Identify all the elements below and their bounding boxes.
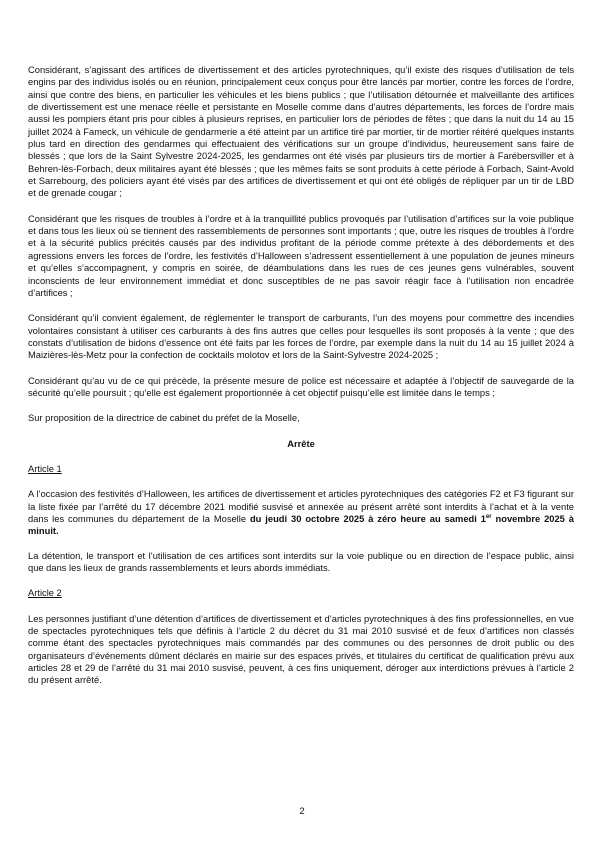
article-1-dates-start: du jeudi 30 octobre 2025 à zéro heure au samedi 1 — [249, 513, 486, 524]
article-1-text: A l’occasion des festivités d’Halloween, les artifices de divertissement et articles pyrotechniques des catégories F2 et F3 figurant sur la liste fixée par l’arrêté du 17 décembre 2021 modifié susvisé et annexée au présent arrêté sont interdits à l’achat et à la vente dans les communes du département de la Moselle — [28, 489, 574, 524]
document-body — [28, 64, 574, 700]
article-1-dates-end: novembre 2025 à minuit. — [28, 513, 574, 537]
page-number: 2 — [299, 806, 305, 817]
paragraph-considerant-carburants: Considérant qu’il convient également, de réglementer le transport de carburants, l’un des moyens pour commettre des incendies volontaires consistant à utiliser ces carburants à des fins autres que celles pour lesquelles ils sont proposés à la vente ; que des constats d’utilisation de bidons d’essence ont été faits par les forces de l’ordre, par exemple dans la nuit du 14 au 15 juillet 2024 à Maizières-lès-Metz pour la confection de cocktails molotov et lors de la Saint-Sylvestre 2024-2025 ; — [28, 313, 574, 361]
paragraph-considerant-troubles: Considérant que les risques de troubles à l’ordre et à la tranquillité publics provoqués par l’utilisation d’artifices sur la voie publique et dans tous les lieux où se tiennent des rassemblements de personnes sont importants ; que, outre les risques de troubles à l’ordre et à la sécurité publics précités causés par des individus profitant de la période comme prétexte à des débordements et des agressions envers les forces de l’ordre, les festivités d’Halloween s’adressent essentiellement à une population de jeunes mineurs et qu’elles s’accompagnent, y compris en soirée, de déambulations dans les rues de ces jeunes gens vulnérables, souvent inconscients de leur environnement immédiat et donc susceptibles de ne pas savoir réagir face à l’utilisation non encadrée d’artifices ; — [28, 213, 574, 298]
article-1-paragraph-2: La détention, le transport et l’utilisation de ces artifices sont interdits sur la voie publique ou en direction de l’espace public, ainsi que dans les lieux de grands rassemblements et leurs abords immédiats. — [28, 550, 574, 573]
article-2-title: Article 2 — [28, 588, 62, 599]
article-2-paragraph: Les personnes justifiant d’une détention d’artifices de divertissement et d’articles pyrotechniques à des fins professionnelles, en vue de spectacles pyrotechniques tels que définis à l’article 2 du décret du 31 mai 2010 susvisé et de feux d’artifices non classés comme étant des spectacles pyrotechniques mais commandés par des communes ou des personnes de droit public ou des organisateurs d’événements dûment déclarés en mairie sur des espaces privés, et titulaires du certificat de qualification prévu aux articles 28 et 29 de l’arrêté du 31 mai 2010 susvisé, peuvent, à ces fins uniquement, déroger aux interdictions prévues à l’article 2 du présent arrêté. — [28, 613, 574, 686]
article-1-paragraph-1 — [28, 488, 574, 537]
paragraph-proposition: Sur proposition de la directrice de cabinet du préfet de la Moselle, — [28, 413, 300, 424]
article-1-title: Article 1 — [28, 463, 62, 474]
decision-heading: Arrête — [287, 438, 315, 449]
ordinal-superscript: er — [485, 513, 492, 520]
paragraph-considerant-proportionnalite: Considérant qu’au vu de ce qui précède, la présente mesure de police est nécessaire et adaptée à l’objectif de sauvegarde de la sécurité qu’elle poursuit ; qu’elle est également proportionnée à cet objectif puisqu’elle est limitée dans le temps ; — [28, 375, 574, 398]
paragraph-considerant-artifices: Considérant, s’agissant des artifices de divertissement et des articles pyrotechniques, qu’il existe des risques d’utilisation de tels engins par des individus isolés ou en réunion, principalement ceux conçus pour être lancés par mortier, contre les forces de l’ordre, ainsi que contre des biens, en particulier les véhicules et les biens publics ; que l’utilisation détournée et malveillante des artifices de divertissement est une menace réelle et persistante en Moselle comme dans d’autres départements, les forces de l’ordre mais aussi les pompiers étant pris pour cibles à plusieurs reprises, en particulier lors de périodes de fêtes ; que dans la nuit du 14 au 15 juillet 2024 à Fameck, un véhicule de gendarmerie a été atteint par un artifice tiré par mortier, tir de mortier réitéré quelques instants plus tard en direction des gendarmes qui effectuaient des vérifications sur un groupe d’individus, heureusement sans faire de blessés ; que lors de la Saint Sylvestre 2024-2025, les gendarmes ont été visés par plusieurs tirs de mortier à Farébersviller et à Behren-lès-Forbach, deux militaires ayant été blessés ; que les mêmes faits se sont produits à cette période à Forbach, Saint-Avold et Sarrebourg, des policiers ayant été visés par des artifices de divertissement et qui ont été obligés de répliquer par un tir de LBD et de grenade cougar ; — [28, 65, 574, 199]
